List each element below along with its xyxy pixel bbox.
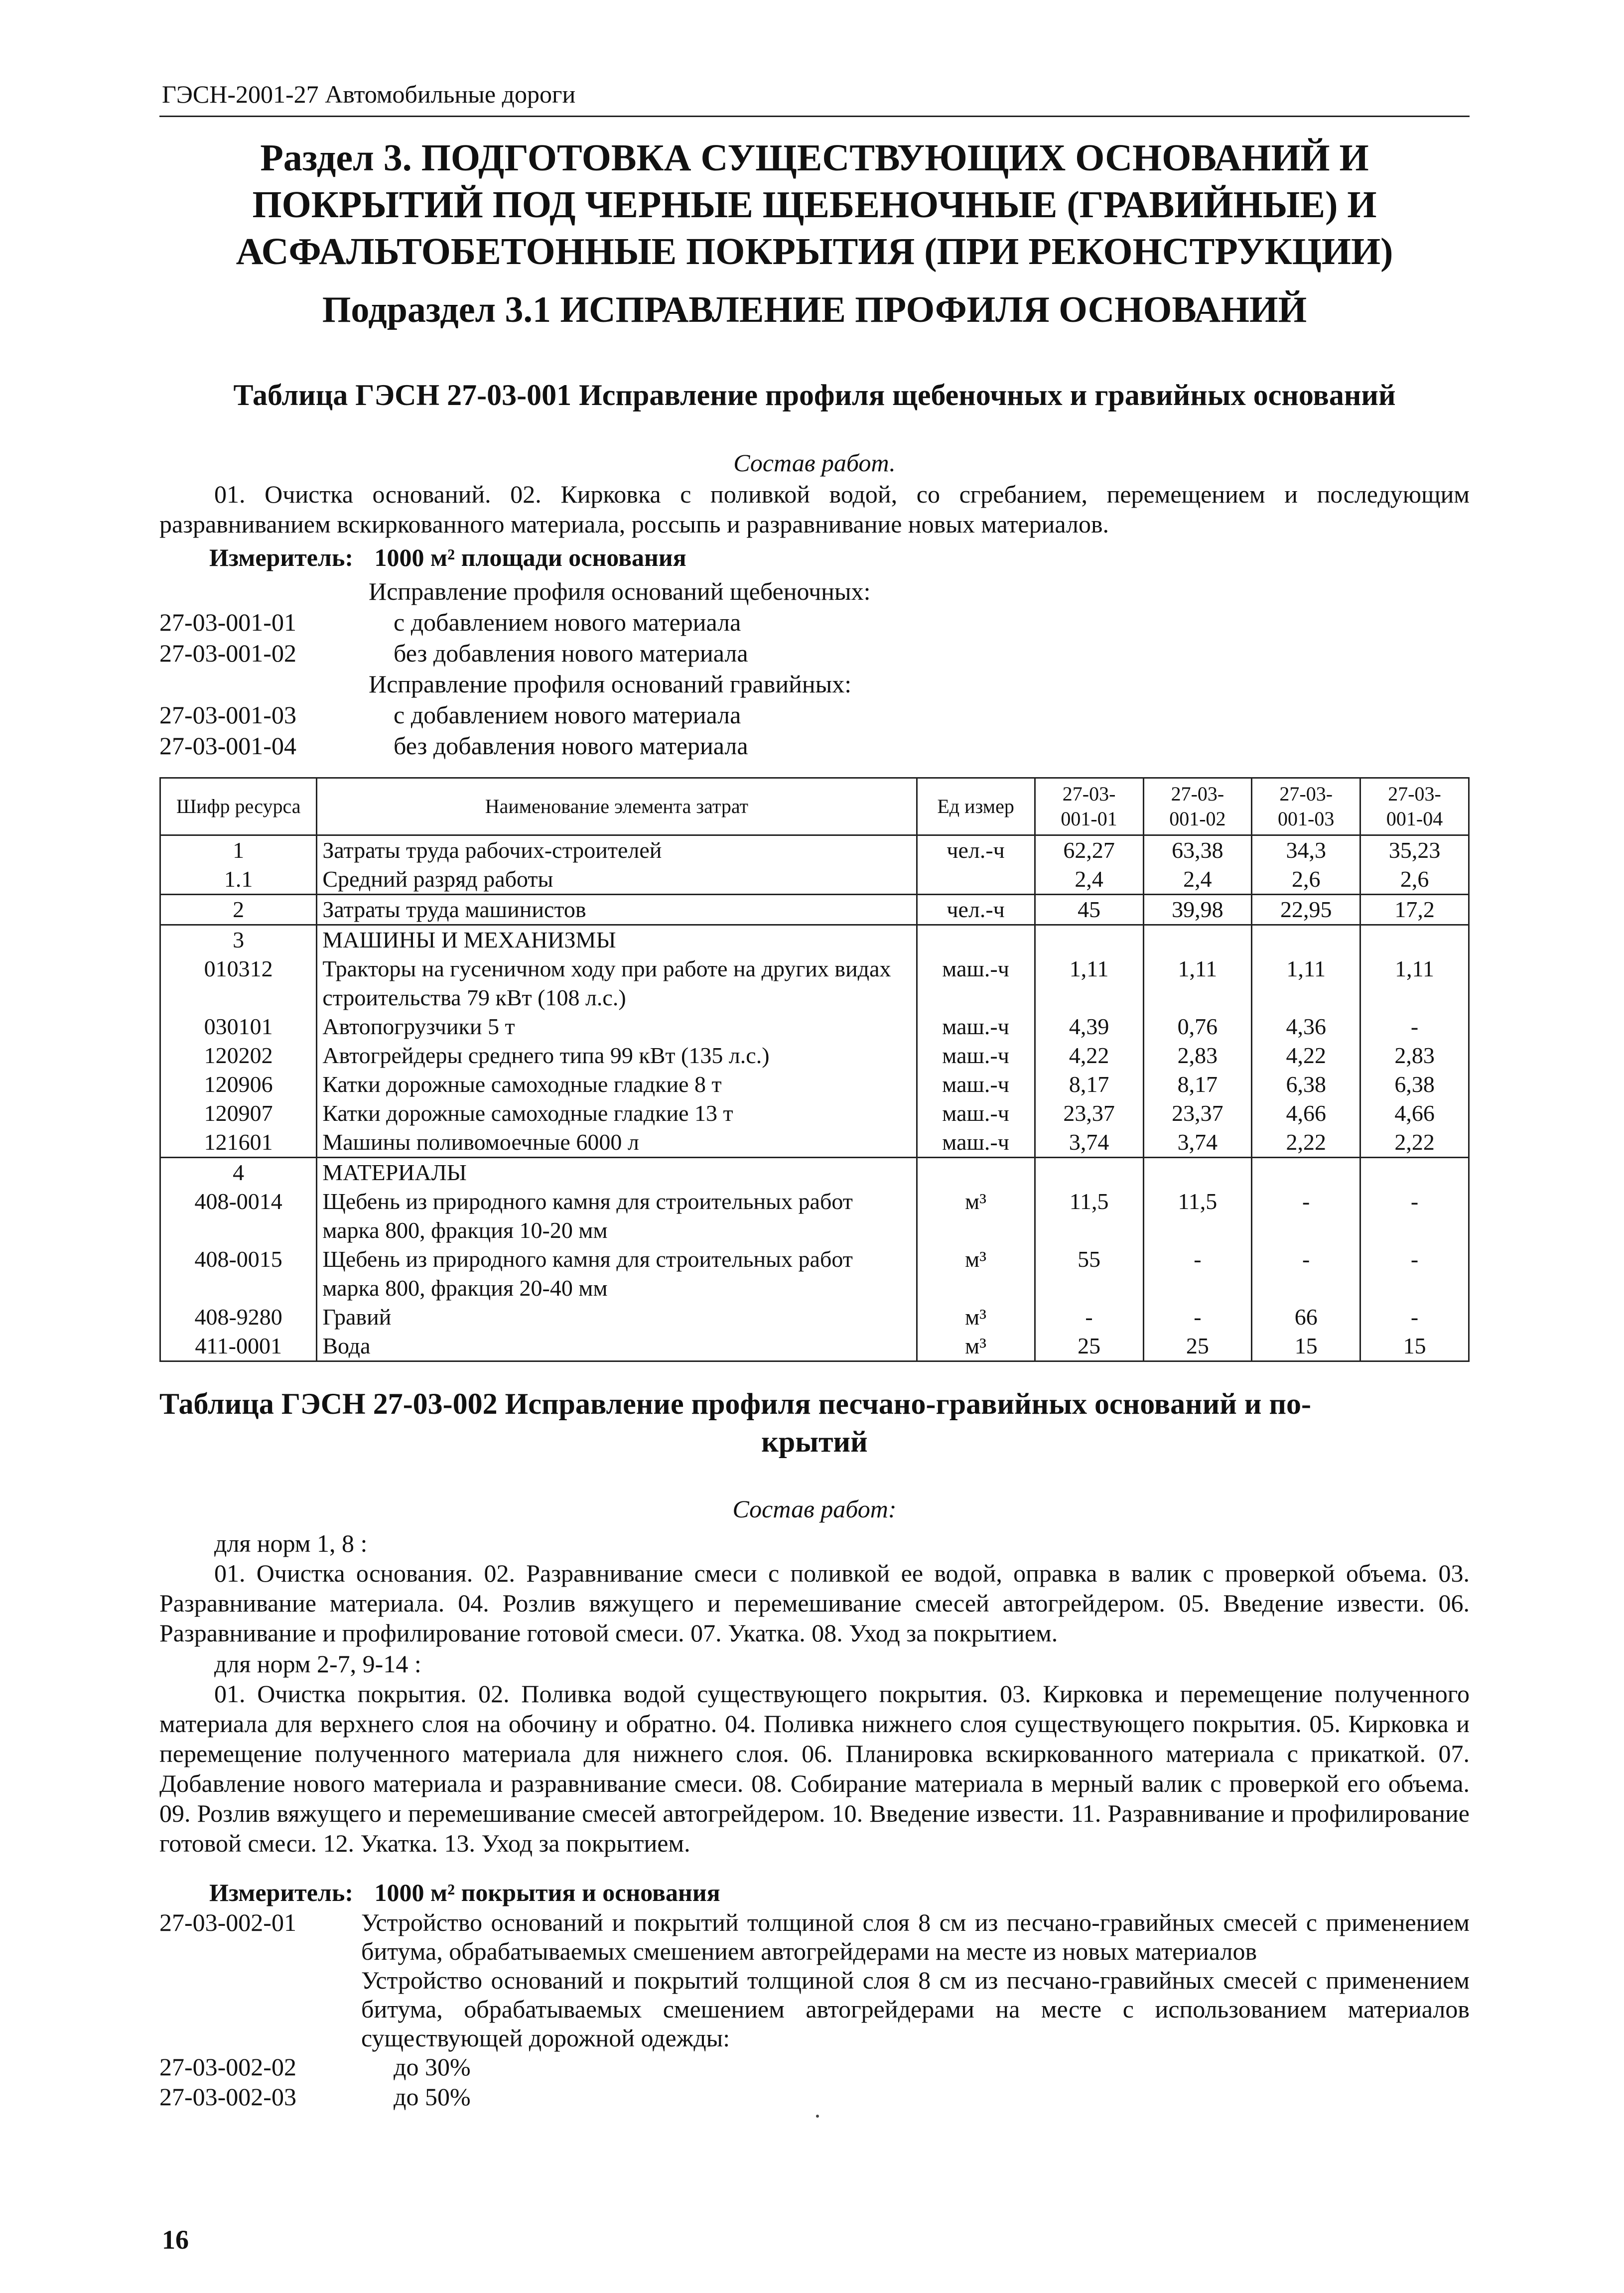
table1-title: Таблица ГЭСН 27-03-001 Исправление профиля щебеночных и гравийных оснований: [233, 379, 1396, 411]
cell-name: Затраты труда рабочих-строителей: [317, 835, 917, 865]
cell-code: 120906: [160, 1070, 317, 1099]
cell-name: Щебень из природного камня для строительных работ марка 800, фракция 10-20 мм: [317, 1187, 917, 1245]
group1-text: 01. Очистка основания. 02. Разравнивание смеси с поливкой ее водой, оправка в валик с проверкой объема. 03. Разравнивание материала. 04. Розлив вяжущего и перемешивание смесей автогрейдером. 05. Введение извести. 06. Разравнивание и профилирование готовой смеси. 07. Укатка. 08. Уход за покрытием.: [159, 1559, 1470, 1647]
norm-desc: Устройство оснований и покрытий толщиной слоя 8 см из песчано-гравийных смесей с применением битума, обрабатываемых смешением автогрейдерами на месте из новых материалов: [361, 1908, 1470, 1965]
cell-name: Средний разряд работы: [317, 865, 917, 895]
cell-value: 8,17: [1035, 1070, 1143, 1099]
table-row: [160, 1303, 1469, 1332]
cell-code: 120907: [160, 1099, 317, 1128]
col-header-name: Наименование элемента затрат: [317, 778, 917, 835]
cell-value: -: [1252, 1187, 1360, 1245]
table-row: [160, 1070, 1469, 1099]
col-header-norm: 27-03- 001-03: [1252, 778, 1360, 835]
section-title: [159, 135, 1470, 275]
cell-value: 11,5: [1035, 1187, 1143, 1245]
cell-name: Вода: [317, 1332, 917, 1361]
table2-work-heading: Состав работ:: [732, 1495, 897, 1523]
cell-name: Гравий: [317, 1303, 917, 1332]
cell-value: 1,11: [1035, 954, 1143, 1012]
cell-value: 2,6: [1252, 865, 1360, 895]
table2-title-line: Таблица ГЭСН 27-03-002 Исправление профиля песчано-гравийных оснований и по-: [159, 1387, 1311, 1420]
section-title-line: АСФАЛЬТОБЕТОННЫЕ ПОКРЫТИЯ (ПРИ РЕКОНСТРУКЦИИ): [236, 231, 1393, 272]
cell-unit: маш.-ч: [917, 954, 1035, 1012]
resource-table-body: [160, 835, 1469, 1361]
cell-value: -: [1035, 1303, 1143, 1332]
cell-code: 4: [160, 1158, 317, 1188]
col-header-norm: 27-03- 001-04: [1360, 778, 1469, 835]
cell-code: 121601: [160, 1128, 317, 1158]
section-title-line: ПОКРЫТИЙ ПОД ЧЕРНЫЕ ЩЕБЕНОЧНЫЕ (ГРАВИЙНЫЕ) И: [252, 184, 1377, 226]
cell-name: Тракторы на гусеничном ходу при работе на других видах строительства 79 кВт (108 л.с.): [317, 954, 917, 1012]
cell-name: Машины поливомоечные 6000 л: [317, 1128, 917, 1158]
cell-value: 2,22: [1252, 1128, 1360, 1158]
norm-desc: до 50%: [394, 2083, 471, 2111]
cell-value: 1,11: [1252, 954, 1360, 1012]
cell-value: 2,4: [1035, 865, 1143, 895]
cell-value: 25: [1143, 1332, 1252, 1361]
cell-value: 23,37: [1143, 1099, 1252, 1128]
cell-value: 2,83: [1143, 1041, 1252, 1070]
cell-value: 4,66: [1252, 1099, 1360, 1128]
table-section-row: [160, 925, 1469, 955]
cell-value: 4,66: [1360, 1099, 1469, 1128]
resource-table: [159, 777, 1470, 1362]
cell-name: Щебень из природного камня для строительных работ марка 800, фракция 20-40 мм: [317, 1245, 917, 1303]
cell-value: -: [1143, 1303, 1252, 1332]
cell-value: 6,38: [1252, 1070, 1360, 1099]
cell-code: 408-9280: [160, 1303, 317, 1332]
cell-value: [1143, 1158, 1252, 1188]
cell-value: [1360, 1158, 1469, 1188]
cell-value: 45: [1035, 895, 1143, 925]
cell-unit: маш.-ч: [917, 1128, 1035, 1158]
cell-unit: чел.-ч: [917, 835, 1035, 865]
table-section-row: [160, 1158, 1469, 1188]
table2-title: [159, 1385, 1470, 1461]
norm-code: 27-03-002-02: [159, 2053, 296, 2081]
cell-value: 15: [1360, 1332, 1469, 1361]
cell-unit: [917, 925, 1035, 955]
norm-code: 27-03-002-03: [159, 2083, 296, 2111]
cell-value: 4,39: [1035, 1012, 1143, 1041]
col-header-code: Шифр ресурса: [160, 778, 317, 835]
table2-title-line: крытий: [761, 1425, 868, 1458]
cell-unit: маш.-ч: [917, 1041, 1035, 1070]
cell-value: 35,23: [1360, 835, 1469, 865]
cell-value: 0,76: [1143, 1012, 1252, 1041]
cell-value: 2,6: [1360, 865, 1469, 895]
cell-value: 2,83: [1360, 1041, 1469, 1070]
group1-label: для норм 1, 8 :: [214, 1529, 368, 1557]
section-title-line: Раздел 3. ПОДГОТОВКА СУЩЕСТВУЮЩИХ ОСНОВАНИЙ И: [260, 137, 1369, 179]
cell-code: 2: [160, 895, 317, 925]
table-row: [160, 1332, 1469, 1361]
cell-value: [1360, 925, 1469, 955]
cell-value: 3,74: [1143, 1128, 1252, 1158]
cell-value: 17,2: [1360, 895, 1469, 925]
cell-unit: [917, 1158, 1035, 1188]
cell-unit: м³: [917, 1245, 1035, 1303]
cell-code: 408-0015: [160, 1245, 317, 1303]
cell-value: -: [1360, 1303, 1469, 1332]
cell-value: -: [1143, 1245, 1252, 1303]
cell-code: 010312: [160, 954, 317, 1012]
norm-code: 27-03-001-03: [159, 701, 296, 729]
table1-measure: [209, 543, 686, 572]
cell-name: Автогрейдеры среднего типа 99 кВт (135 л.с.): [317, 1041, 917, 1070]
table-row: [160, 1041, 1469, 1070]
cell-code: 1: [160, 835, 317, 865]
norm-desc: с добавлением нового материала: [394, 608, 741, 636]
measure-label: Измеритель:: [209, 543, 354, 571]
table1-work-text: 01. Очистка оснований. 02. Кирковка с поливкой водой, со сгребанием, перемещением и последующим разравниванием вскиркованного материала, россыпь и разравнивание новых материалов.: [159, 480, 1470, 538]
cell-value: 4,36: [1252, 1012, 1360, 1041]
cell-name: Катки дорожные самоходные гладкие 8 т: [317, 1070, 917, 1099]
cell-value: 4,22: [1252, 1041, 1360, 1070]
cell-value: 11,5: [1143, 1187, 1252, 1245]
cell-value: 39,98: [1143, 895, 1252, 925]
cell-value: 1,11: [1143, 954, 1252, 1012]
cell-unit: чел.-ч: [917, 895, 1035, 925]
cell-value: 15: [1252, 1332, 1360, 1361]
table-row: [160, 865, 1469, 895]
running-head: ГЭСН-2001-27 Автомобильные дороги: [162, 80, 576, 108]
table2-measure: [209, 1878, 720, 1907]
cell-value: [1143, 925, 1252, 955]
group2-label: для норм 2-7, 9-14 :: [214, 1650, 421, 1678]
cell-value: -: [1252, 1245, 1360, 1303]
norm-desc: без добавления нового материала: [394, 732, 748, 760]
cell-value: 2,22: [1360, 1128, 1469, 1158]
subsection-title: Подраздел 3.1 ИСПРАВЛЕНИЕ ПРОФИЛЯ ОСНОВАНИЙ: [322, 289, 1307, 330]
cell-value: 34,3: [1252, 835, 1360, 865]
cell-value: 63,38: [1143, 835, 1252, 865]
table-row: [160, 954, 1469, 1012]
table-row: [160, 1128, 1469, 1158]
cell-value: 55: [1035, 1245, 1143, 1303]
norm-desc: с добавлением нового материала: [394, 701, 741, 729]
norm-code: 27-03-001-01: [159, 608, 296, 636]
table-row: [160, 835, 1469, 865]
cell-value: 66: [1252, 1303, 1360, 1332]
cell-unit: м³: [917, 1187, 1035, 1245]
page-number: 16: [162, 2225, 189, 2255]
cell-value: -: [1360, 1187, 1469, 1245]
cell-value: [1252, 925, 1360, 955]
cell-value: 4,22: [1035, 1041, 1143, 1070]
cell-name: МАШИНЫ И МЕХАНИЗМЫ: [317, 925, 917, 955]
cell-code: 030101: [160, 1012, 317, 1041]
cell-unit: м³: [917, 1303, 1035, 1332]
scan-speck: [816, 2115, 819, 2118]
cell-code: 408-0014: [160, 1187, 317, 1245]
cell-unit: маш.-ч: [917, 1012, 1035, 1041]
norm-desc: до 30%: [394, 2053, 471, 2081]
cell-value: 23,37: [1035, 1099, 1143, 1128]
col-header-unit: Ед измер: [917, 778, 1035, 835]
norm-code: 27-03-002-01: [159, 1908, 296, 1936]
cell-code: 1.1: [160, 865, 317, 895]
cell-value: [1035, 925, 1143, 955]
table-row: [160, 1245, 1469, 1303]
cell-value: 8,17: [1143, 1070, 1252, 1099]
cell-value: 6,38: [1360, 1070, 1469, 1099]
cell-unit: маш.-ч: [917, 1070, 1035, 1099]
cell-value: 62,27: [1035, 835, 1143, 865]
group2-text: 01. Очистка покрытия. 02. Поливка водой существующего покрытия. 03. Кирковка и перемещение полученного материала для верхнего слоя на обочину и обратно. 04. Поливка нижнего слоя существующего покрытия. 05. Кирковка и перемещение полученного материала для нижнего слоя. 06. Планировка вскиркованного материала с прикаткой. 07. Добавление нового материала и разравнивание смеси. 08. Собирание материала в мерный валик с проверкой его объема. 09. Розлив вяжущего и перемешивание смесей автогрейдером. 10. Введение извести. 11. Разравнивание и профилирование готовой смеси. 12. Укатка. 13. Уход за покрытием.: [159, 1680, 1470, 1857]
norm-desc: Устройство оснований и покрытий толщиной слоя 8 см из песчано-гравийных смесей с применением битума, обрабатываемых смешением автогрейдерами на месте с использованием материалов существующей дорожной одежды:: [361, 1966, 1470, 2052]
cell-name: Автопогрузчики 5 т: [317, 1012, 917, 1041]
cell-name: МАТЕРИАЛЫ: [317, 1158, 917, 1188]
document-page: ГЭСН-2001-27 Автомобильные дороги Раздел 3. ПОДГОТОВКА СУЩЕСТВУЮЩИХ ОСНОВАНИЙ И ПОКРЫТИЙ ПОД ЧЕРНЫЕ ЩЕБЕНОЧНЫЕ (ГРАВИЙНЫЕ) И АСФАЛЬТОБЕТОННЫЕ ПОКРЫТИЯ (ПРИ РЕКОНСТРУКЦИИ) Подраздел 3.1 ИСПРАВЛЕНИЕ ПРОФИЛЯ ОСНОВАНИЙ Таблица ГЭСН 27-03-001 Исправление профиля щебеночных и гравийных оснований Состав работ. 01. Очистка оснований. 02. Кирковка с поливкой водой, со сгребанием, перемещением и последующим разравниванием вскиркованного материала, россыпь и разравнивание новых материалов. Измеритель: 1000 м² площади основания Исправление профиля оснований щебеночных: 27-03-001-01 с добавлением нового материала 27-03-001-02 без добавления нового материала Исправление профиля оснований гравийных: 27-03-001-03 с добавлением нового материала 27-03-001-04 без добавления нового материала Шифр ресурса Наименование элемента затрат Ед измер 27-03- 001-01 27-03- 001-02 27-03- 001-03 27-03- 001-04 1 Затраты труда рабочих-строителей чел.-ч 62,27 63,38 34,3 35,23 1.1 Средний разряд работы 2,4 2,4 2,6 2,6 2 Затраты труда машинистов чел.-ч 45 39,98 22,95 17,2 3 МАШИНЫ И МЕХАНИЗМЫ 010312 Тракторы на гусеничном ходу при работе на других видах строительства 79 кВт (108 л.с.) маш.-ч 1,11 1,11 1,11 1,11 030101 Автопогрузчики 5 т маш.-ч 4,39 0,76 4,36 - 120202 Автогрейдеры среднего типа 99 кВт (135 л.с.) маш.-ч 4,22 2,83 4,22 2,83 120906 Катки дорожные самоходные гладкие 8 т маш.-ч 8,17 8,17 6,38 6,38 120907 Катки дорожные самоходные гладкие 13 т маш.-ч 23,37 23,37 4,66 4,66 121601 Машины поливомоечные 6000 л маш.-ч 3,74 3,74 2,22 2,22 4 МАТЕРИАЛЫ 408-0014 Щебень из природного камня для строительных работ марка 800, фракция 10-20 мм м³ 11,5 11,5 - - 408-0015 Щебень из природного камня для строительных работ марка 800, фракция 20-40 мм м³ 55 - - - 408-9280 Гравий м³ - - 66 - 411-0001 Вода м³ 25 25 15 15 Таблица ГЭСН 27-03-002 Исправление профиля песчано-гравийных оснований и по- крытий Состав работ: для норм 1, 8 : 01. Очистка основания. 02. Разравнивание смеси с поливкой ее водой, оправка в валик с проверкой объема. 03. Разравнивание материала. 04. Розлив вяжущего и перемешивание смесей автогрейдером. 05. Введение извести. 06. Разравнивание и профилирование готовой смеси. 07. Укатка. 08. Уход за покрытием. для норм 2-7, 9-14 : 01. Очистка покрытия. 02. Поливка водой существующего покрытия. 03. Кирковка и перемещение полученного материала для верхнего слоя на обочину и обратно. 04. Поливка нижнего слоя существующего покрытия. 05. Кирковка и перемещение полученного материала для нижнего слоя. 06. Планировка вскиркованного материала с прикаткой. 07. Добавление нового материала и разравнивание смеси. 08. Собирание материала в мерный валик с проверкой его объема. 09. Розлив вяжущего и перемешивание смесей автогрейдером. 10. Введение извести. 11. Разравнивание и профилирование готовой смеси. 12. Укатка. 13. Уход за покрытием. Измеритель: 1000 м² покрытия и основания 27-03-002-01 Устройство оснований и покрытий толщиной слоя 8 см из песчано-гравийных смесей с применением битума, обрабатываемых смешением автогрейдерами на месте из новых материалов Устройство оснований и покрытий толщиной слоя 8 см из песчано-гравийных смесей с применением битума, обрабатываемых смешением автогрейдерами на месте с использованием материалов существующей дорожной одежды: 27-03-002-02 до 30% 27-03-002-03 до 50% 16: [0, 0, 1624, 2293]
cell-unit: [917, 865, 1035, 895]
cell-unit: м³: [917, 1332, 1035, 1361]
cell-unit: маш.-ч: [917, 1099, 1035, 1128]
norm-desc: без добавления нового материала: [394, 639, 748, 667]
table-header-row: [160, 778, 1469, 835]
measure-value: 1000 м² покрытия и основания: [374, 1879, 720, 1906]
cell-code: 3: [160, 925, 317, 955]
col-header-norm: 27-03- 001-02: [1143, 778, 1252, 835]
measure-label: Измеритель:: [209, 1879, 354, 1906]
cell-code: 411-0001: [160, 1332, 317, 1361]
table1-work-heading: Состав работ.: [733, 449, 896, 477]
table-row: [160, 1012, 1469, 1041]
cell-name: Катки дорожные самоходные гладкие 13 т: [317, 1099, 917, 1128]
header-rule: [159, 116, 1470, 117]
cell-value: 2,4: [1143, 865, 1252, 895]
table-row: [160, 895, 1469, 925]
cell-value: 25: [1035, 1332, 1143, 1361]
cell-value: 1,11: [1360, 954, 1469, 1012]
norm-code: 27-03-001-02: [159, 639, 296, 667]
measure-value: 1000 м² площади основания: [374, 543, 686, 571]
cell-value: 3,74: [1035, 1128, 1143, 1158]
cell-value: [1252, 1158, 1360, 1188]
cell-value: [1035, 1158, 1143, 1188]
cell-value: -: [1360, 1245, 1469, 1303]
cell-name: Затраты труда машинистов: [317, 895, 917, 925]
norm-code: 27-03-001-04: [159, 732, 296, 760]
table-row: [160, 1099, 1469, 1128]
col-header-norm: 27-03- 001-01: [1035, 778, 1143, 835]
cell-code: 120202: [160, 1041, 317, 1070]
cell-value: -: [1360, 1012, 1469, 1041]
table-row: [160, 1187, 1469, 1245]
cell-value: 22,95: [1252, 895, 1360, 925]
